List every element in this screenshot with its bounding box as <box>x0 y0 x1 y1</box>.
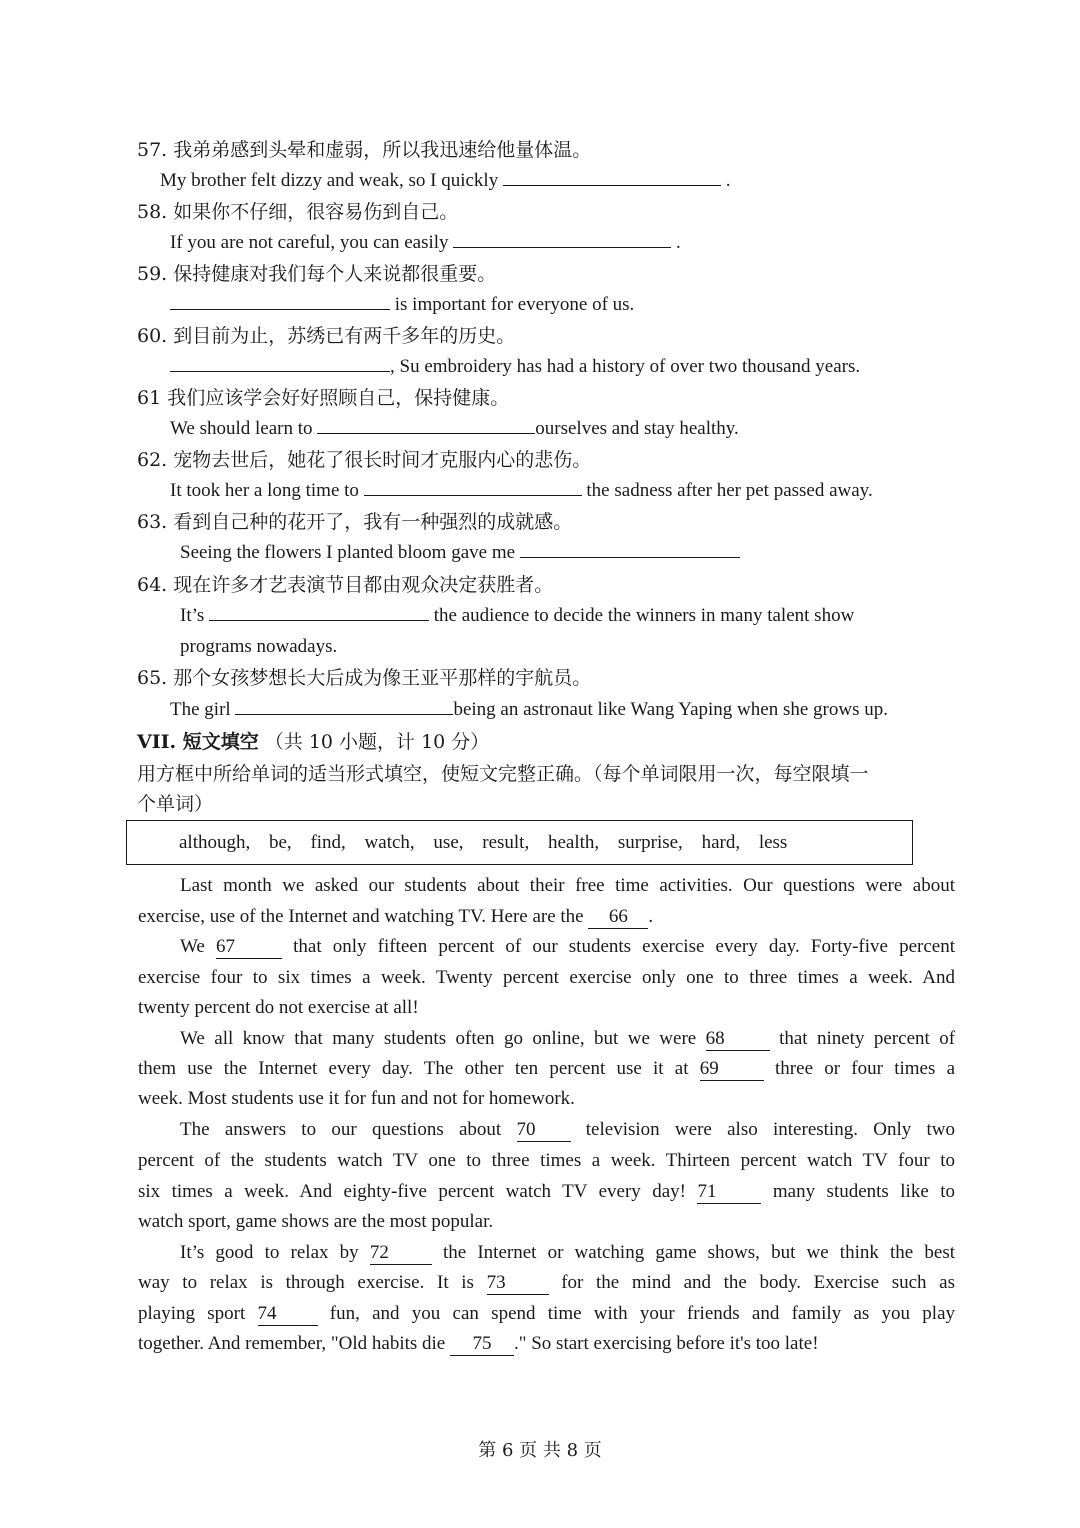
word-bank-item: hard, <box>701 832 741 853</box>
english-prompt: It’s <box>180 605 205 626</box>
question-65-english <box>170 696 888 724</box>
passage-line: twenty percent do not exercise at all! <box>138 997 419 1018</box>
section-instruction-line1: 用方框中所给单词的适当形式填空，使短文完整正确。（每个单词限用一次，每空限填一 <box>137 763 869 785</box>
question-number: 60. <box>137 325 168 347</box>
english-suffix: the sadness after her pet passed away. <box>586 480 873 501</box>
question-63-english <box>180 539 740 567</box>
blank-73[interactable]: 73 <box>487 1272 549 1295</box>
question-number: 58. <box>137 201 168 223</box>
answer-blank[interactable] <box>317 415 535 434</box>
question-number: 63. <box>137 511 168 533</box>
question-number: 62. <box>137 449 168 471</box>
question-chinese-text: 那个女孩梦想长大后成为像王亚平那样的宇航员。 <box>173 667 592 689</box>
passage-text: that ninety percent of <box>779 1028 956 1049</box>
answer-blank[interactable] <box>503 167 721 186</box>
passage-line <box>180 933 955 961</box>
blank-67[interactable]: 67 <box>216 936 282 959</box>
question-number: 57. <box>137 139 168 161</box>
question-62-chinese <box>137 446 591 474</box>
passage-line: week. Most students use it for fun and not for homework. <box>138 1088 575 1109</box>
question-61-chinese <box>137 384 509 412</box>
word-bank-item: result, <box>482 832 530 853</box>
question-number: 61 <box>137 387 162 409</box>
passage-line <box>138 1055 955 1083</box>
question-chinese-text: 保持健康对我们每个人来说都很重要。 <box>173 263 497 285</box>
passage-line <box>138 1178 955 1206</box>
english-suffix: . <box>676 232 681 253</box>
question-chinese-text: 宠物去世后，她花了很长时间才克服内心的悲伤。 <box>173 449 592 471</box>
question-57-chinese <box>137 136 591 164</box>
blank-72[interactable]: 72 <box>370 1242 432 1265</box>
question-64-english <box>180 602 854 630</box>
word-bank-box <box>126 820 913 865</box>
word-bank-item: find, <box>310 832 346 853</box>
question-58-chinese <box>137 198 458 226</box>
blank-66[interactable]: 66 <box>588 906 648 929</box>
passage-line: watch sport, game shows are the most popular. <box>138 1211 494 1232</box>
question-chinese-text: 到目前为止，苏绣已有两千多年的历史。 <box>173 325 516 347</box>
question-58-english <box>170 229 681 257</box>
passage-text: way to relax is through exercise. It is <box>138 1272 474 1293</box>
word-bank-item: surprise, <box>617 832 683 853</box>
question-number: 59. <box>137 263 168 285</box>
english-suffix: is important for everyone of us. <box>394 294 635 315</box>
passage-text: them use the Internet every day. The other ten percent use it at <box>138 1058 689 1079</box>
section-instruction-line2: 个单词） <box>137 793 214 815</box>
passage-line: percent of the students watch TV one to three times a week. Thirteen percent watch TV four to <box>138 1150 955 1171</box>
passage-line <box>138 903 653 931</box>
passage-text: We all know that many students often go online, but we were <box>180 1028 697 1049</box>
english-prompt: The girl <box>170 699 231 720</box>
passage-text: playing sport <box>138 1303 246 1324</box>
question-61-english <box>170 415 739 443</box>
passage-text: the Internet or watching game shows, but we think the best <box>442 1242 955 1263</box>
question-chinese-text: 看到自己种的花开了，我有一种强烈的成就感。 <box>173 511 573 533</box>
passage-line <box>180 1116 955 1144</box>
question-chinese-text: 现在许多才艺表演节目都由观众决定获胜者。 <box>173 574 554 596</box>
passage-line <box>138 1330 819 1358</box>
english-suffix: the audience to decide the winners in many talent show <box>433 605 855 626</box>
question-65-chinese <box>137 664 591 692</box>
question-number: 65. <box>137 667 168 689</box>
section-score: （共 10 小题，计 10 分） <box>264 731 490 753</box>
passage-text: together. And remember, "Old habits die <box>138 1333 446 1354</box>
blank-70[interactable]: 70 <box>517 1119 571 1142</box>
passage-line: Last month we asked our students about their free time activities. Our questions were about <box>180 875 955 896</box>
english-suffix: being an astronaut like Wang Yaping when she grows up. <box>453 699 888 720</box>
answer-blank[interactable] <box>170 353 390 372</box>
passage-text: ." So start exercising before it's too late! <box>513 1333 819 1354</box>
question-chinese-text: 我弟弟感到头晕和虚弱，所以我迅速给他量体温。 <box>173 139 592 161</box>
answer-blank[interactable] <box>235 696 453 715</box>
blank-74[interactable]: 74 <box>258 1303 318 1326</box>
blank-71[interactable]: 71 <box>697 1181 761 1204</box>
answer-blank[interactable] <box>170 291 390 310</box>
question-60-chinese <box>137 322 515 350</box>
blank-69[interactable]: 69 <box>700 1058 764 1081</box>
word-bank-item: watch, <box>364 832 415 853</box>
question-number: 64. <box>137 574 168 596</box>
passage-text: many students like to <box>772 1181 955 1202</box>
passage-line: exercise four to six times a week. Twenty percent exercise only one to three times a week. And <box>138 967 955 988</box>
word-bank-item: less <box>758 832 788 853</box>
passage-text: that only fifteen percent of our students exercise every day. Forty-five percent <box>293 936 955 957</box>
answer-blank[interactable] <box>364 477 582 496</box>
passage-text: It’s good to relax by <box>180 1242 359 1263</box>
passage-text: exercise, use of the Internet and watching TV. Here are the <box>138 906 584 927</box>
passage-text: television were also interesting. Only two <box>585 1119 956 1140</box>
question-60-english <box>170 353 860 381</box>
word-bank-item: use, <box>433 832 464 853</box>
answer-blank[interactable] <box>520 539 740 558</box>
blank-68[interactable]: 68 <box>706 1028 770 1051</box>
english-prompt: Seeing the flowers I planted bloom gave me <box>180 542 516 563</box>
question-64-english-line2: programs nowadays. <box>180 636 338 657</box>
passage-text: six times a week. And eighty-five percent watch TV every day! <box>138 1181 686 1202</box>
english-suffix: , Su embroidery has had a history of over two thousand years. <box>390 356 861 377</box>
question-chinese-text: 如果你不仔细，很容易伤到自己。 <box>173 201 459 223</box>
question-59-chinese <box>137 260 496 288</box>
passage-line <box>138 1269 955 1297</box>
english-prompt: It took her a long time to <box>170 480 359 501</box>
word-bank-item: be, <box>269 832 292 853</box>
passage-line <box>180 1239 955 1267</box>
question-chinese-text: 我们应该学会好好照顾自己，保持健康。 <box>167 387 510 409</box>
question-64-chinese <box>137 571 553 599</box>
passage-line <box>138 1300 955 1328</box>
passage-text: We <box>180 936 205 957</box>
passage-text: fun, and you can spend time with your friends and family as you play <box>329 1303 956 1324</box>
passage-text: for the mind and the body. Exercise such as <box>561 1272 955 1293</box>
english-prompt: If you are not careful, you can easily <box>170 232 449 253</box>
question-63-chinese <box>137 508 572 536</box>
question-57-english <box>160 167 730 195</box>
passage-text: . <box>648 906 654 927</box>
answer-blank[interactable] <box>453 229 671 248</box>
passage-text: three or four times a <box>775 1058 956 1079</box>
answer-blank[interactable] <box>209 602 429 621</box>
word-bank-list <box>179 829 801 857</box>
page-number: 第 6 页 共 8 页 <box>478 1440 602 1461</box>
english-suffix: . <box>725 170 731 191</box>
section-heading <box>137 728 489 756</box>
question-59-english <box>170 291 634 319</box>
word-bank-item: although, <box>179 832 251 853</box>
passage-line <box>180 1025 955 1053</box>
passage-text: The answers to our questions about <box>180 1119 502 1140</box>
blank-75[interactable]: 75 <box>450 1333 514 1356</box>
english-prompt: We should learn to <box>170 418 313 439</box>
section-title: VII. 短文填空 <box>137 731 259 753</box>
english-suffix: ourselves and stay healthy. <box>535 418 739 439</box>
word-bank-item: health, <box>547 832 600 853</box>
question-62-english <box>170 477 873 505</box>
english-prompt: My brother felt dizzy and weak, so I quickly <box>160 170 499 191</box>
